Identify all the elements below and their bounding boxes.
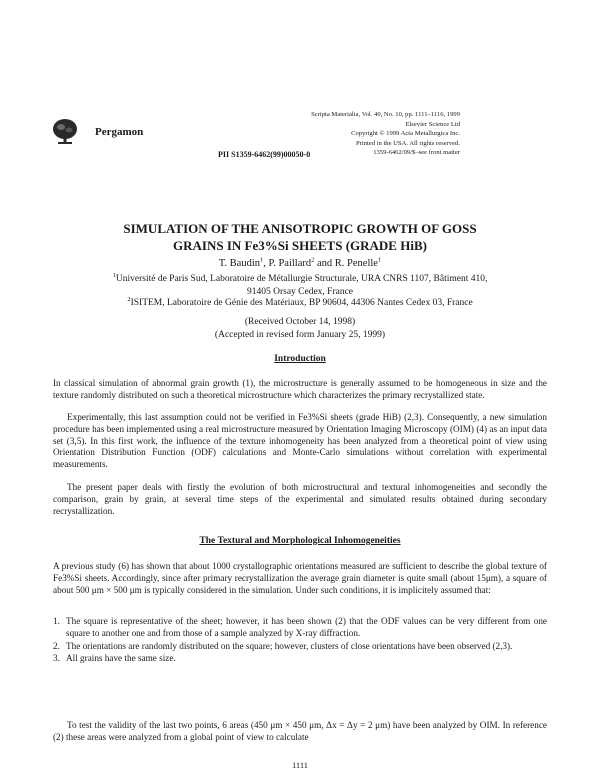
affiliation-sup: 2 [127, 295, 131, 303]
journal-rights: Printed in the USA. All rights reserved. [355, 139, 460, 147]
intro-paragraph-1: In classical simulation of abnormal grain growth (1), the microstructure is generally assumed to be homogeneous in size and the texture randomly distributed on such a theoretical microstructure which characterizes the primary recrystallized state. [53, 378, 547, 400]
author-affil-sup: 1 [377, 256, 382, 264]
heading-text: Introduction [274, 354, 326, 364]
list-item [53, 653, 547, 665]
heading-text: The Textural and Morphological Inhomogeneities [199, 536, 401, 546]
list-item [53, 641, 547, 653]
author-separator: , [263, 258, 269, 269]
received-date: (Received October 14, 1998) [244, 317, 356, 327]
affiliation-sup: 1 [112, 271, 116, 279]
list-text: All grains have the same size. [66, 653, 176, 664]
assumption-list [53, 616, 547, 666]
list-number: 1. [53, 616, 60, 626]
publisher-name: Pergamon [95, 126, 144, 138]
elsevier-tree-logo-icon [50, 117, 80, 145]
affiliation-2 [52, 297, 548, 310]
title-line-2: GRAINS IN Fe3%Si SHEETS (GRADE HiB) [173, 238, 427, 253]
list-text: The square is representative of the sheet; however, it has been shown (2) that the ODF values can be very different from one square to another one and from those of a sample analyzed by X-ray diffraction. [66, 616, 547, 638]
affiliation-line: Université de Paris Sud, Laboratoire de Métallurgie Structurale, URA CNRS 1107, Bâtiment 410, [115, 274, 488, 284]
list-number: 3. [53, 653, 60, 664]
closing-paragraph: To test the validity of the last two points, 6 areas (450 μm × 450 μm, Δx = Δy = 2 μm) have been analyzed by OIM. In reference (2) these areas were analyzed from a global point of view to calculate [53, 720, 547, 742]
author-name: T. Baudin [218, 258, 261, 269]
journal-publisher: Elsevier Science Ltd [405, 120, 460, 128]
accepted-date: (Accepted in revised form January 25, 1999) [214, 329, 386, 340]
author-name: R. Penelle [334, 258, 378, 269]
author-list [60, 258, 540, 269]
list-number: 2. [53, 640, 60, 651]
journal-copyright: Copyright © 1999 Acta Metallurgica Inc. [351, 130, 460, 138]
title-line-1: SIMULATION OF THE ANISOTROPIC GROWTH OF GOSS [123, 221, 477, 236]
affiliation-line: 91405 Orsay Cedex, France [246, 286, 354, 297]
author-separator: and [314, 258, 335, 269]
intro-paragraph-3: The present paper deals with firstly the evolution of both microstructural and textural inhomogeneities and secondly the comparison, grain by grain, at several time steps of the experimental and simulated results obtained during secondary recrystallization. [53, 482, 547, 516]
pii-code: PII S1359-6462(99)00050-0 [218, 150, 311, 159]
affiliation-line: ISITEM, Laboratoire de Génie des Matériaux, BP 90604, 44306 Nantes Cedex 03, France [130, 298, 473, 308]
journal-citation: Scripta Materialia, Vol. 40, No. 10, pp. 1111–1116, 1999 [311, 111, 460, 118]
paper-title [60, 220, 540, 254]
author-name: P. Paillard [268, 258, 312, 269]
textural-paragraph: A previous study (6) has shown that about 1000 crystallographic orientations measured are sufficient to describe the global texture of Fe3%Si sheets. Accordingly, since after primary recrystallization the average grain diameter is quite small (about 15μm), a square of about 500 μm × 500 μm is typically considered in the simulation. Under such conditions, it is implicitely assumed that: [53, 561, 547, 595]
section-heading-textural [60, 536, 540, 546]
received-dates [60, 316, 540, 341]
journal-issn: 1359-6462/99/$–see front matter [373, 149, 460, 157]
list-item [53, 616, 547, 640]
page-number: 1111 [291, 760, 309, 770]
author-affil-sup: 1 [260, 256, 264, 264]
intro-paragraph-2: Experimentally, this last assumption could not be verified in Fe3%Si sheets (grade HiB) (2,3). Consequently, a new simulation procedure has been implemented using a real microstructure measured by Orientation Imaging Microscopy (OIM) (4) as an input data set (3,5). In this first work, the influence of the texture inhomogeneity has been analyzed from a theoretical point of view using Orientation Distribution Function (ODF) calculations and Monte-Carlo simulations without correlation with experimental measurements. [53, 412, 547, 470]
section-heading-introduction [60, 354, 540, 364]
list-text: The orientations are randomly distributed on the square; however, clusters of close orientations have been observed (2,3). [66, 640, 513, 651]
affiliation-1 [52, 273, 548, 298]
journal-info [300, 110, 460, 158]
author-affil-sup: 2 [311, 256, 315, 264]
